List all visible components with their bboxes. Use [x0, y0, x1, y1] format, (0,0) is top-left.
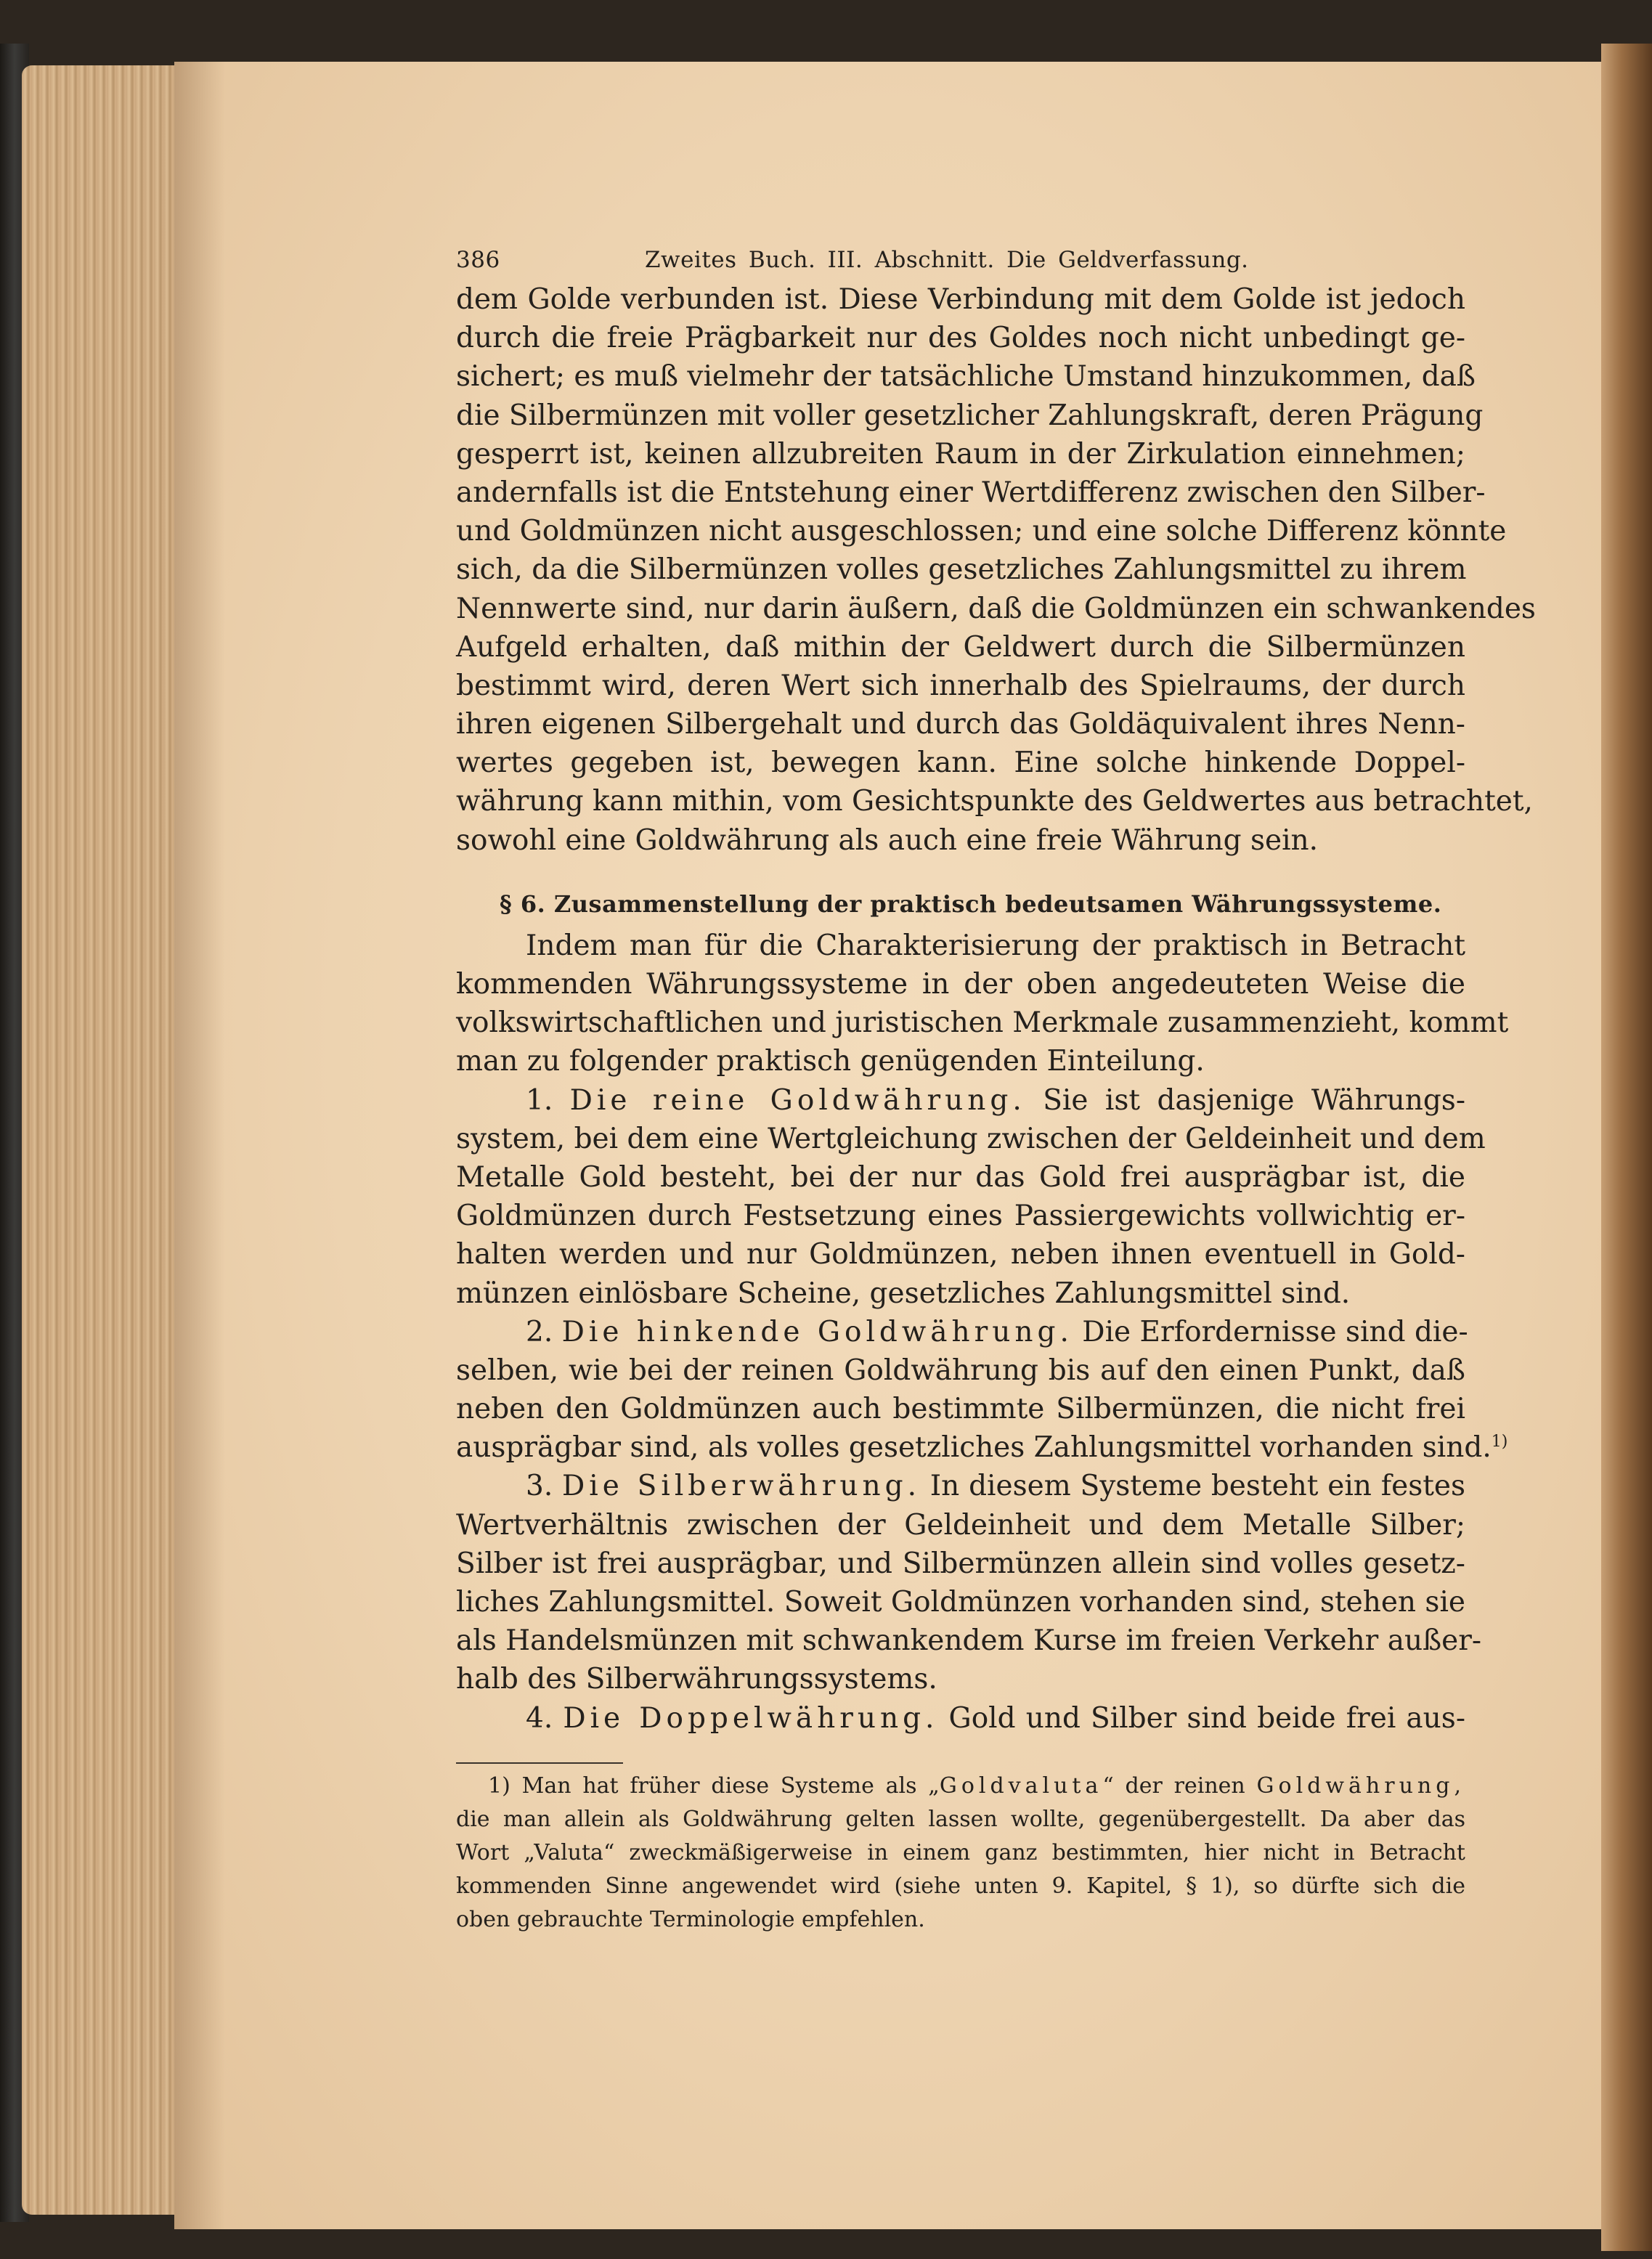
footnote-reference[interactable]: 1) — [1491, 1433, 1508, 1452]
text-line: man zu folgender praktisch genügenden Einteilung. — [456, 1045, 1205, 1078]
list-item-4 — [456, 1699, 1465, 1738]
text-line: sowohl eine Goldwährung als auch eine freie Währung sein. — [456, 823, 1319, 857]
footnote-line: Wort „Valuta“ zweckmäßigerweise in einem ganz bestimmten, hier nicht in Betracht — [456, 1839, 1465, 1865]
item-number: 3. — [526, 1470, 553, 1503]
text-line: sichert; es muß vielmehr der tatsächliche Umstand hinzukommen, daß — [456, 360, 1476, 394]
footnote-term: Goldvaluta — [939, 1772, 1103, 1799]
text-line: Silber ist frei ausprägbar, und Silbermünzen allein sind volles gesetz- — [456, 1547, 1465, 1580]
list-item-first-line — [456, 1313, 1468, 1351]
text-line: Nennwerte sind, nur darin äußern, daß die Goldmünzen ein schwankendes — [456, 592, 1536, 625]
item-term: Die Doppelwährung. — [563, 1701, 939, 1735]
page-stack-edges — [22, 65, 189, 2215]
item-term: Die hinkende Goldwährung. — [561, 1315, 1073, 1348]
text-line: selben, wie bei der reinen Goldwährung bis auf den einen Punkt, daß — [456, 1354, 1465, 1387]
item-text: Sie ist dasjenige Währungs- — [1043, 1083, 1466, 1117]
text-line-with-footnote — [456, 1428, 1508, 1467]
list-item-1 — [456, 1081, 1486, 1313]
running-head: Zweites Buch. III. Abschnitt. Die Geldverfassung. — [645, 247, 1249, 273]
text-line: die Silbermünzen mit voller gesetzlicher Zahlungskraft, deren Prägung — [456, 399, 1484, 432]
item-term: Die reine Goldwährung. — [569, 1083, 1026, 1117]
footnote-line: die man allein als Goldwährung gelten lassen wollte, gegenübergestellt. Da aber das — [456, 1806, 1465, 1832]
text-line: neben den Goldmünzen auch bestimmte Silbermünzen, die nicht frei — [456, 1393, 1465, 1426]
paragraph-1 — [456, 280, 1536, 860]
text-line: dem Golde verbunden ist. Diese Verbindung mit dem Golde ist jedoch — [456, 283, 1465, 316]
list-item-2 — [456, 1313, 1508, 1468]
text-line: halb des Silberwährungssystems. — [456, 1663, 937, 1696]
text-line: Indem man für die Charakterisierung der praktisch in Betracht — [526, 929, 1465, 962]
item-number: 1. — [526, 1083, 553, 1117]
running-header — [456, 240, 1465, 280]
text-line: Metalle Gold besteht, bei der nur das Gold frei ausprägbar ist, die — [456, 1160, 1465, 1194]
text-line: liches Zahlungsmittel. Soweit Goldmünzen vorhanden sind, stehen sie — [456, 1586, 1465, 1619]
item-term: Die Silberwährung. — [562, 1470, 921, 1503]
footnote-term: Goldwährung, — [1256, 1772, 1465, 1799]
list-item-first-line — [456, 1467, 1465, 1505]
paragraph-2 — [456, 927, 1509, 1081]
footnote-first-line — [456, 1770, 1465, 1803]
footnote-mark: 1) — [488, 1772, 510, 1799]
footnote-line: kommenden Sinne angewendet wird (siehe unten 9. Kapitel, § 1), so dürfte sich die — [456, 1873, 1465, 1899]
text-line: gesperrt ist, keinen allzubreiten Raum in der Zirkulation einnehmen; — [456, 437, 1465, 471]
item-text: Die Erfordernisse sind die- — [1082, 1315, 1468, 1348]
text-line: ihren eigenen Silbergehalt und durch das Goldäquivalent ihres Nenn- — [456, 708, 1465, 741]
item-text: ausprägbar sind, als volles gesetzliches Zahlungsmittel vorhanden sind. — [456, 1431, 1492, 1465]
text-line: volkswirtschaftlichen und juristischen Merkmale zusammenzieht, kommt — [456, 1006, 1509, 1040]
item-number: 4. — [526, 1701, 553, 1735]
text-block — [456, 240, 1536, 1937]
text-line: wertes gegeben ist, bewegen kann. Eine solche hinkende Doppel- — [456, 746, 1465, 780]
item-text: Gold und Silber sind beide frei aus- — [948, 1701, 1465, 1735]
footnote-divider — [456, 1762, 623, 1764]
text-line: bestimmt wird, deren Wert sich innerhalb des Spielraums, der durch — [456, 669, 1465, 702]
list-item-first-line — [456, 1081, 1465, 1120]
text-line: währung kann mithin, vom Gesichtspunkte des Geldwertes aus betrachtet, — [456, 785, 1533, 818]
text-line: Aufgeld erhalten, daß mithin der Geldwert durch die Silbermünzen — [456, 630, 1465, 664]
text-line: halten werden und nur Goldmünzen, neben ihnen eventuell in Gold- — [456, 1238, 1465, 1271]
text-line: kommenden Währungssysteme in der oben angedeuteten Weise die — [456, 968, 1465, 1001]
text-line: durch die freie Prägbarkeit nur des Goldes noch nicht unbedingt ge- — [456, 322, 1465, 355]
footnote-text: Man hat früher diese Systeme als „ — [521, 1772, 940, 1799]
spine-shadow — [174, 62, 225, 2229]
footnote-text: “ der reinen — [1102, 1772, 1257, 1799]
page-number: 386 — [456, 247, 500, 273]
text-line: als Handelsmünzen mit schwankendem Kurse im freien Verkehr außer- — [456, 1624, 1482, 1658]
list-item-3 — [456, 1467, 1482, 1698]
text-line: und Goldmünzen nicht ausgeschlossen; und eine solche Differenz könnte — [456, 515, 1507, 548]
text-line: Wertverhältnis zwischen der Geldeinheit und dem Metalle Silber; — [456, 1508, 1465, 1542]
text-line: Goldmünzen durch Festsetzung eines Passiergewichts vollwichtig er- — [456, 1200, 1465, 1233]
item-text: In diesem Systeme besteht ein festes — [929, 1470, 1465, 1503]
text-line: andernfalls ist die Entstehung einer Wertdifferenz zwischen den Silber- — [456, 476, 1486, 509]
text-line: sich, da die Silbermünzen volles gesetzliches Zahlungsmittel zu ihrem — [456, 553, 1467, 587]
text-line: system, bei dem eine Wertgleichung zwischen der Geldeinheit und dem — [456, 1122, 1486, 1155]
right-page-edge — [1601, 44, 1652, 2251]
list-item-first-line — [456, 1699, 1465, 1738]
section-heading: § 6. Zusammenstellung der praktisch bedeutsamen Währungssysteme. — [500, 890, 1442, 918]
footnote-line: oben gebrauchte Terminologie empfehlen. — [456, 1906, 925, 1932]
text-line: münzen einlösbare Scheine, gesetzliches Zahlungsmittel sind. — [456, 1277, 1351, 1310]
footnote — [456, 1770, 1465, 1937]
item-number: 2. — [526, 1315, 553, 1348]
